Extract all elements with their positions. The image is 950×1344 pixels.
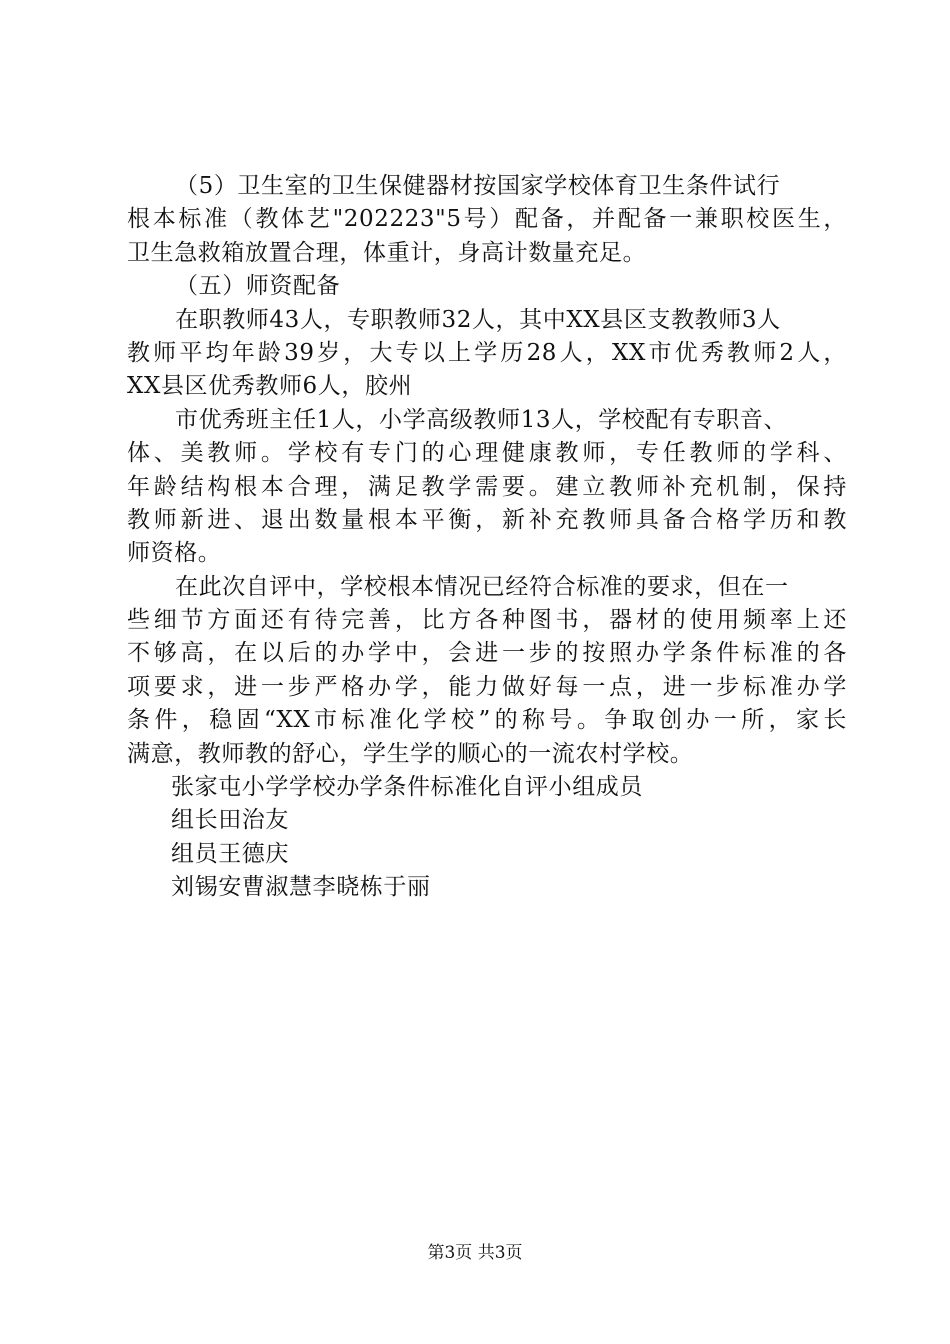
committee-members-list: 刘锡安曹淑慧李晓栋于丽 (171, 874, 431, 901)
paragraph-line: 师资格。 (127, 540, 222, 567)
paragraph-line: 教师平均年龄39岁，大专以上学历28人，XX市优秀教师2人， (127, 339, 847, 366)
section-heading-teachers: （五）师资配备 (175, 273, 341, 300)
paragraph-line: XX县区优秀教师6人，胶州 (127, 373, 413, 400)
paragraph-line: 条件，稳固“XX市标准化学校”的称号。争取创办一所，家长 (127, 707, 847, 734)
paragraph-line: 不够高，在以后的办学中，会进一步的按照办学条件标准的各 (127, 640, 847, 667)
paragraph-line: 体、美教师。学校有专门的心理健康教师，专任教师的学科、 (127, 440, 847, 467)
paragraph-line: 满意，教师教的舒心，学生学的顺心的一流农村学校。 (127, 740, 694, 767)
paragraph-line: 项要求，进一步严格办学，能力做好每一点，进一步标准办学 (127, 673, 847, 700)
committee-title: 张家屯小学学校办学条件标准化自评小组成员 (171, 774, 643, 801)
paragraph-line-teachers: 在职教师43人，专职教师32人，其中XX县区支教教师3人 (175, 306, 781, 333)
paragraph-line: 些细节方面还有待完善，比方各种图书，器材的使用频率上还 (127, 607, 847, 634)
paragraph-line: 根本标准（教体艺"202223"5号）配备，并配备一兼职校医生， (127, 206, 847, 233)
paragraph-line: 市优秀班主任1人，小学高级教师13人，学校配有专职音、 (175, 406, 788, 433)
committee-member: 组员王德庆 (171, 840, 289, 867)
page-number-footer: 第3页 共3页 (427, 1243, 523, 1263)
paragraph-line-self-evaluation: 在此次自评中，学校根本情况已经符合标准的要求，但在一 (175, 573, 789, 600)
paragraph-line: 教师新进、退出数量根本平衡，新补充教师具备合格学历和教 (127, 506, 847, 533)
document-body (127, 170, 847, 905)
paragraph-line: 卫生急救箱放置合理，体重计，身高计数量充足。 (127, 239, 647, 266)
paragraph-line: 年龄结构根本合理，满足教学需要。建立教师补充机制，保持 (127, 473, 847, 500)
committee-leader: 组长田治友 (171, 807, 289, 834)
paragraph-line-health-room: （5）卫生室的卫生保健器材按国家学校体育卫生条件试行 (175, 173, 781, 199)
